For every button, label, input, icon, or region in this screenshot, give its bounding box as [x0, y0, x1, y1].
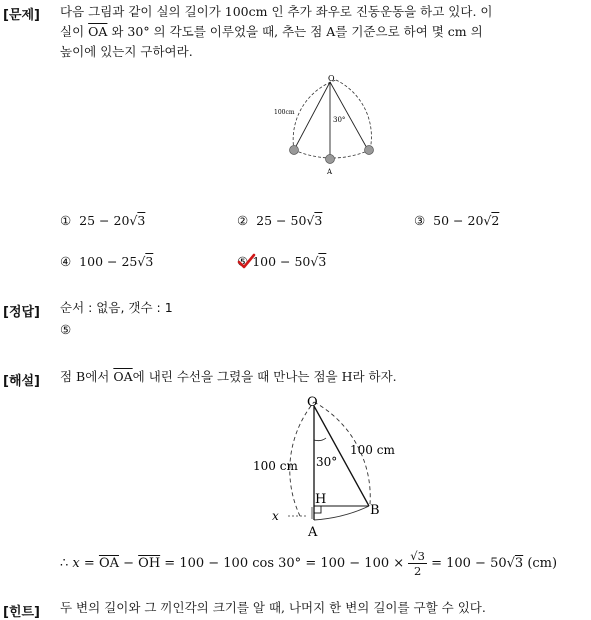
label-left-length: 100 cm [253, 459, 298, 473]
label-a-2: A [308, 525, 318, 540]
question-line-2 [60, 22, 590, 42]
formula-fraction [408, 549, 427, 578]
pendulum-figure [270, 74, 390, 178]
arc-bottom [314, 506, 369, 520]
explanation-tag: [해설] [3, 374, 40, 389]
bob-left [290, 146, 299, 155]
option-2-expr: 25 − 50 [256, 213, 307, 228]
option-3-number: ③ [414, 213, 426, 228]
label-right-length: 100 cm [350, 443, 395, 457]
formula-eq2: = 100 − 100 cos 30° = 100 − 100 × [160, 555, 409, 571]
option-4[interactable]: ④ 100 − 25√3 [60, 254, 154, 269]
option-2-number: ② [237, 213, 249, 228]
label-o: O [328, 74, 335, 83]
option-5[interactable]: ⑤ 100 − 50√3 [237, 254, 327, 269]
checkmark-icon [236, 253, 256, 271]
formula-therefore: ∴ [60, 555, 69, 571]
label-o-2: O [307, 395, 318, 410]
hint-tag: [힌트] [3, 605, 40, 620]
explanation-text [60, 367, 580, 387]
option-2-root: 3 [314, 213, 323, 228]
segment-oa: $\overline{OA}$ [88, 24, 108, 39]
option-1[interactable]: ① 25 − 20√3 [60, 213, 146, 228]
option-4-expr: 100 − 25 [79, 254, 138, 269]
formula: ∴ x = $\overline{OA}$ − $\overline{OH}$ = 100 − 100 cos 30° = 100 − 100 × $\frac{√3}{2}$ = 100 − 50 √ 3 (cm) [60, 548, 558, 578]
option-2[interactable]: ② 25 − 50√3 [237, 213, 323, 228]
question-line-1: 다음 그림과 같이 실의 길이가 100cm 인 추가 좌우로 진동운동을 하고 있다. 이 [60, 4, 493, 19]
explanation-pre: 점 B에서 [60, 369, 114, 384]
angle-arc [314, 438, 326, 441]
option-5-number: ⑤ [237, 254, 249, 269]
right-angle-mark [314, 506, 321, 513]
triangle-figure [248, 392, 408, 540]
question-line-2-pre: 실이 [60, 24, 89, 39]
answer-tag: [정답] [3, 305, 40, 320]
answer-line: 순서 : 없음, 갯수 : 1 [60, 300, 173, 315]
question-line-2-post: 와 30° 의 각도를 이루었을 때, 추는 점 A를 기준으로 하여 몇 cm 의 [107, 24, 483, 39]
option-4-number: ④ [60, 254, 72, 269]
option-3[interactable]: ③ 50 − 20√2 [414, 213, 500, 228]
option-5-root: 3 [318, 254, 327, 269]
label-a: A [327, 168, 333, 176]
option-1-number: ① [60, 213, 72, 228]
formula-oa: $\overline{OA}$ [98, 555, 119, 571]
option-3-expr: 50 − 20 [433, 213, 484, 228]
hint-text: 두 변의 길이와 그 끼인각의 크기를 알 때, 나머지 한 변의 길이를 구할 수 있다. [60, 600, 486, 615]
label-x: x [272, 509, 279, 523]
formula-minus: − [118, 555, 139, 571]
option-3-root: 2 [491, 213, 500, 228]
formula-numerator: √3 [410, 548, 425, 563]
bob-center [326, 155, 335, 164]
label-angle-2: 30° [316, 455, 338, 469]
option-1-expr: 25 − 20 [79, 213, 130, 228]
bob-right [365, 146, 374, 155]
answer-block [60, 298, 173, 340]
swing-arc-right [336, 80, 371, 150]
segment-oa-2: $\overline{OA}$ [113, 369, 133, 384]
formula-oh: $\overline{OH}$ [138, 555, 161, 571]
option-4-root: 3 [145, 254, 154, 269]
label-angle: 30° [333, 116, 346, 124]
formula-eq1: = [79, 555, 99, 571]
label-length: 100cm [274, 109, 295, 116]
explanation-post: 에 내린 수선을 그렸을 때 만나는 점을 H라 하자. [132, 369, 397, 384]
formula-eq3: = 100 − 50 [426, 555, 507, 571]
formula-unit: (cm) [523, 555, 558, 571]
option-1-root: 3 [137, 213, 146, 228]
formula-root: 3 [514, 555, 524, 571]
formula-denominator: 2 [413, 563, 422, 578]
question-line-3: 높이에 있는지 구하여라. [60, 44, 193, 59]
option-5-expr: 100 − 50 [252, 254, 311, 269]
string-left [294, 82, 330, 150]
question-text [60, 2, 590, 62]
formula-x: x [72, 555, 80, 571]
answer-choice: ⑤ [60, 322, 72, 337]
label-h: H [315, 492, 327, 507]
label-b: B [370, 503, 380, 518]
question-tag: [문제] [3, 8, 40, 23]
